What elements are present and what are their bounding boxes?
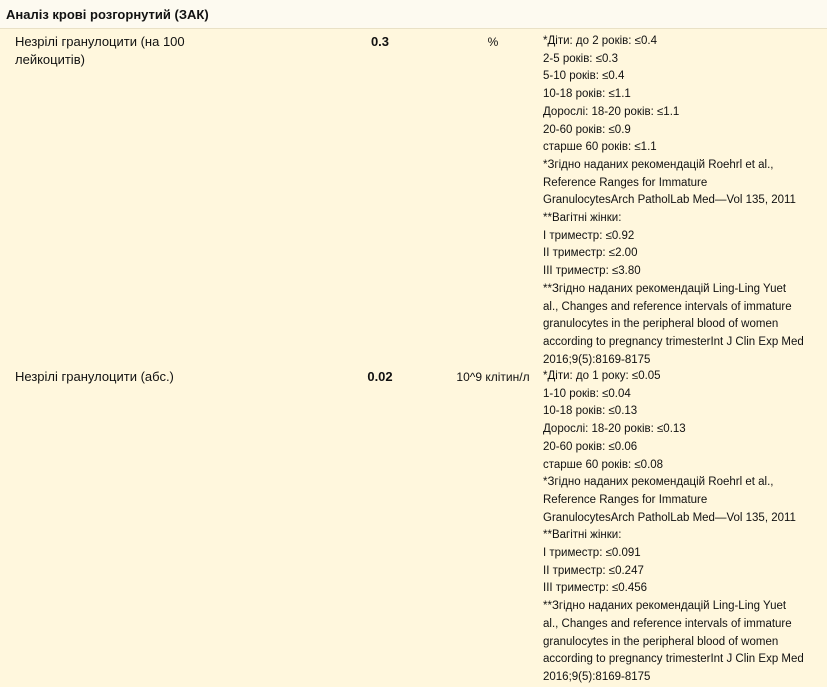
reference-line: Reference Ranges for Immature	[543, 176, 708, 189]
reference-range	[543, 368, 825, 687]
reference-line: 5-10 років: ≤0.4	[543, 70, 625, 83]
reference-line: **Згідно наданих рекомендацій Ling-Ling Yuet	[543, 600, 787, 613]
reference-line: according to pregnancy trimesterInt J Clin Exp Med	[543, 335, 804, 348]
section-header	[0, 0, 827, 29]
reference-line: 2016;9(5):8169-8175	[543, 670, 651, 683]
test-name: Незрілі гранулоцити (абс.)	[15, 369, 174, 384]
reference-line: al., Changes and reference intervals of immature	[543, 617, 792, 630]
reference-line: 10-18 років: ≤1.1	[543, 88, 631, 101]
test-unit: %	[487, 35, 499, 49]
reference-line: Reference Ranges for Immature	[543, 493, 708, 506]
reference-line: старше 60 років: ≤1.1	[543, 141, 657, 154]
reference-line: старше 60 років: ≤0.08	[543, 458, 664, 471]
reference-line: 10-18 років: ≤0.13	[543, 405, 638, 418]
result-row	[0, 33, 827, 366]
test-name: Незрілі гранулоцити (на 100 лейкоцитів)	[15, 34, 185, 67]
reference-line: III триместр: ≤0.456	[543, 582, 648, 595]
reference-line: II триместр: ≤0.247	[543, 564, 644, 577]
test-value: 0.02	[367, 369, 393, 384]
reference-line: granulocytes in the peripheral blood of women	[543, 318, 779, 331]
reference-line: **Вагітні жінки:	[543, 212, 622, 225]
reference-line: granulocytes in the peripheral blood of women	[543, 635, 779, 648]
reference-line: 20-60 років: ≤0.9	[543, 123, 631, 136]
reference-line: **Згідно наданих рекомендацій Ling-Ling Yuet	[543, 282, 787, 295]
reference-line: Дорослі: 18-20 років: ≤0.13	[543, 423, 686, 436]
section-title: Аналіз крові розгорнутий (ЗАК)	[6, 7, 209, 22]
reference-line: I триместр: ≤0.091	[543, 547, 641, 560]
reference-line: II триместр: ≤2.00	[543, 247, 638, 260]
reference-line: *Згідно наданих рекомендацій Roehrl et al.,	[543, 476, 774, 489]
result-row	[0, 368, 827, 682]
reference-line: III триместр: ≤3.80	[543, 265, 641, 278]
reference-line: **Вагітні жінки:	[543, 529, 622, 542]
reference-line: 1-10 років: ≤0.04	[543, 387, 631, 400]
reference-line: *Згідно наданих рекомендацій Roehrl et al.,	[543, 158, 774, 171]
reference-line: al., Changes and reference intervals of immature	[543, 300, 792, 313]
reference-range	[543, 33, 825, 369]
reference-line: 2-5 років: ≤0.3	[543, 52, 618, 65]
test-unit: 10^9 клітин/л	[456, 370, 530, 384]
reference-line: Дорослі: 18-20 років: ≤1.1	[543, 105, 680, 118]
reference-line: 20-60 років: ≤0.06	[543, 440, 638, 453]
test-value: 0.3	[370, 34, 390, 49]
reference-line: GranulocytesArch PatholLab Med—Vol 135, 2011	[543, 194, 796, 207]
reference-line: *Діти: до 1 року: ≤0.05	[543, 370, 661, 382]
reference-line: *Діти: до 2 років: ≤0.4	[543, 35, 657, 47]
reference-line: 2016;9(5):8169-8175	[543, 353, 651, 366]
reference-line: GranulocytesArch PatholLab Med—Vol 135, 2011	[543, 511, 796, 524]
reference-line: according to pregnancy trimesterInt J Clin Exp Med	[543, 653, 804, 666]
reference-line: I триместр: ≤0.92	[543, 229, 635, 242]
